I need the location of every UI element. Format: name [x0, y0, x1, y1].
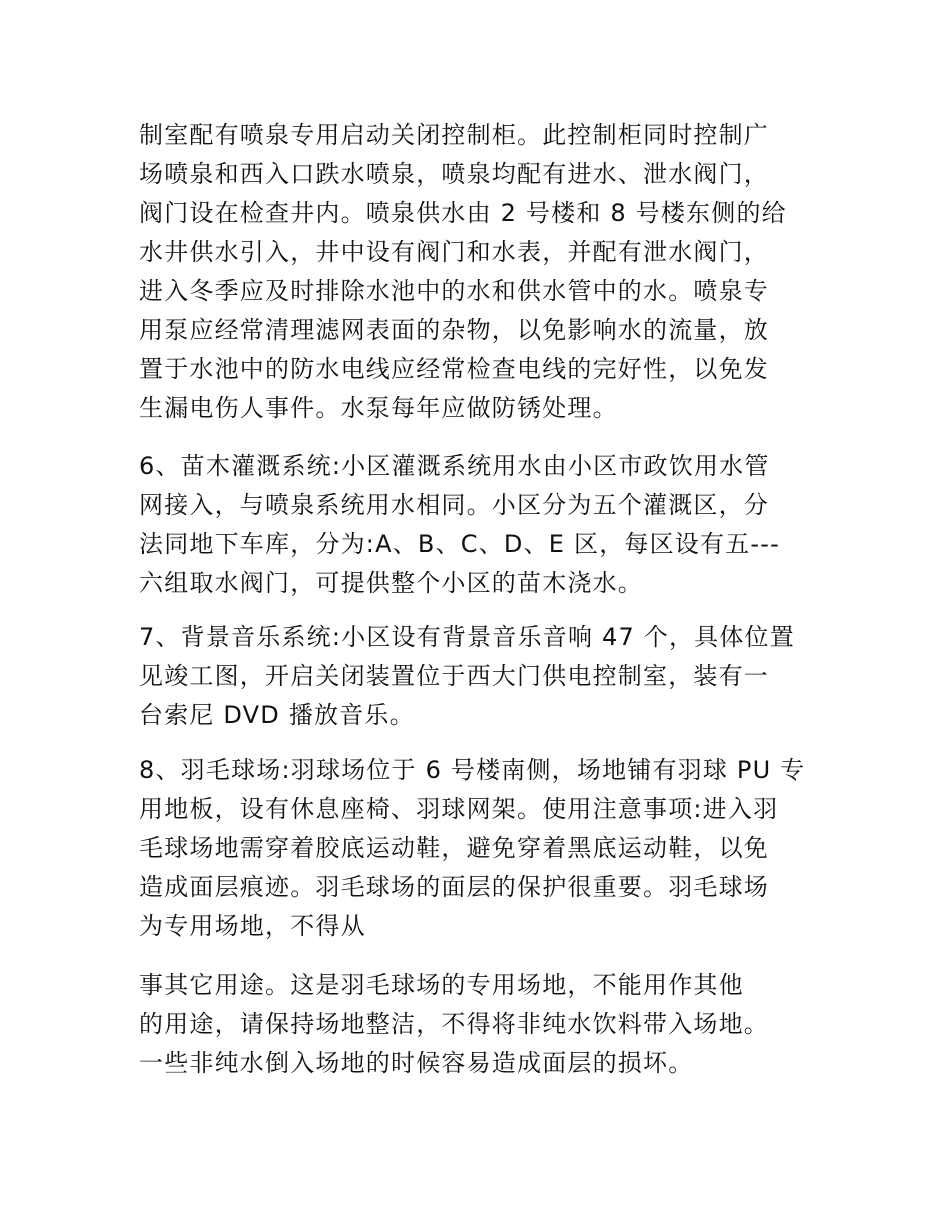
text-line: 进入冬季应及时排除水池中的水和供水管中的水。喷泉专	[139, 277, 769, 305]
text-line: 用地板，设有休息座椅、羽球网架。使用注意事项:进入羽	[139, 795, 779, 823]
text-line: 制室配有喷泉专用启动关闭控制柜。此控制柜同时控制广	[139, 121, 769, 149]
paragraph-fountain-control	[139, 116, 819, 428]
text-line: 见竣工图，开启关闭装置位于西大门供电控制室，装有一	[139, 662, 769, 690]
text-line: 一些非纯水倒入场地的时候容易造成面层的损坏。	[139, 1049, 694, 1077]
text-line: 台索尼 DVD 播放音乐。	[139, 701, 415, 729]
text-line: 场喷泉和西入口跌水喷泉，喷泉均配有进水、泄水阀门，	[139, 160, 769, 188]
paragraph-badminton-court	[139, 751, 819, 946]
text-line: 六组取水阀门，可提供整个小区的苗木浇水。	[139, 569, 643, 597]
text-line: 网接入，与喷泉系统用水相同。小区分为五个灌溉区，分	[139, 491, 769, 519]
text-line: 用泵应经常清理滤网表面的杂物，以免影响水的流量，放	[139, 316, 769, 344]
text-line: 法同地下车库，分为:A、B、C、D、E 区，每区设有五---	[139, 530, 780, 558]
paragraph-irrigation-system	[139, 447, 819, 603]
text-line: 阀门设在检查井内。喷泉供水由 2 号楼和 8 号楼东侧的给	[139, 199, 787, 227]
text-line: 毛球场地需穿着胶底运动鞋，避免穿着黑底运动鞋，以免	[139, 834, 769, 862]
text-line: 的用途，请保持场地整洁，不得将非纯水饮料带入场地。	[139, 1010, 769, 1038]
paragraph-badminton-usage	[139, 966, 819, 1083]
text-line: 7、背景音乐系统:小区设有背景音乐音响 47 个，具体位置	[139, 623, 795, 651]
text-line: 水井供水引入，井中设有阀门和水表，并配有泄水阀门，	[139, 238, 769, 266]
text-line: 8、羽毛球场:羽球场位于 6 号楼南侧，场地铺有羽球 PU 专	[139, 756, 806, 784]
paragraph-background-music	[139, 618, 819, 735]
text-line: 置于水池中的防水电线应经常检查电线的完好性，以免发	[139, 355, 769, 383]
text-line: 事其它用途。这是羽毛球场的专用场地，不能用作其他	[139, 971, 744, 999]
text-line: 生漏电伤人事件。水泵每年应做防锈处理。	[139, 394, 618, 422]
text-line: 造成面层痕迹。羽毛球场的面层的保护很重要。羽毛球场	[139, 873, 769, 901]
text-line: 为专用场地，不得从	[139, 912, 366, 940]
text-line: 6、苗木灌溉系统:小区灌溉系统用水由小区市政饮用水管	[139, 452, 770, 480]
